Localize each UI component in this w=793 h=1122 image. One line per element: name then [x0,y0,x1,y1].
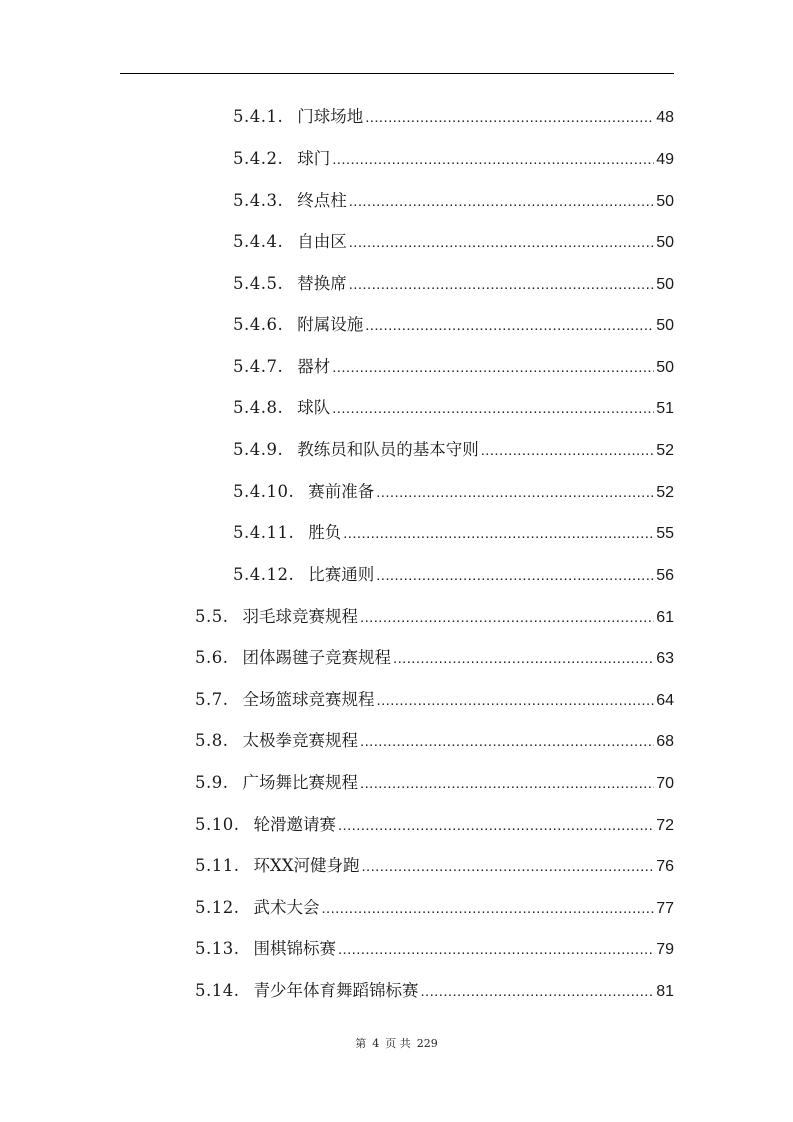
toc-dot-leader [332,355,654,381]
toc-entry-page: 51 [656,400,674,417]
toc-entry-5-4-7[interactable] [233,354,674,380]
toc-entry-page: 55 [656,525,674,542]
toc-entry-page: 63 [656,650,674,667]
toc-entry-title: 教练员和队员的基本守则 [297,440,479,459]
toc-dot-leader [338,813,654,839]
toc-entry-page: 64 [656,692,674,709]
toc-dot-leader [332,147,654,173]
toc-entry-page: 70 [656,775,674,792]
toc-entry-5-6[interactable] [195,645,674,671]
toc-dot-leader [343,521,654,547]
toc-entry-title: 武术大会 [253,898,320,917]
toc-entry-number: 5.5. [195,607,229,626]
toc-entry-title: 门球场地 [297,107,364,126]
toc-entry-5-13[interactable] [195,936,674,962]
toc-entry-title: 全场篮球竞赛规程 [242,690,375,709]
toc-entry-number: 5.4.1. [233,107,284,126]
toc-entry-page: 56 [656,567,674,584]
toc-entry-5-5[interactable] [195,604,674,630]
toc-entry-5-12[interactable] [195,895,674,921]
toc-entry-title: 器材 [297,357,331,376]
page-footer [0,1035,793,1051]
toc-dot-leader [365,313,654,339]
toc-entry-number: 5.4.8. [233,398,284,417]
toc-entry-page: 68 [656,733,674,750]
toc-entry-title: 终点柱 [297,191,347,210]
toc-entry-page: 77 [656,900,674,917]
toc-dot-leader [393,646,654,672]
toc-entry-title: 环XX河健身跑 [253,856,360,875]
toc-entry-number: 5.4.11. [233,523,295,542]
toc-entry-5-4-2[interactable] [233,146,674,172]
toc-dot-leader [376,480,654,506]
toc-dot-leader [481,438,654,464]
toc-dot-leader [321,896,654,922]
toc-entry-5-4-11[interactable] [233,520,674,546]
toc-dot-leader [332,396,654,422]
toc-entry-title: 球门 [297,149,331,168]
toc-entry-title: 围棋锦标赛 [253,939,336,958]
toc-entry-5-8[interactable] [195,728,674,754]
toc-dot-leader [349,272,654,298]
toc-entry-page: 50 [656,276,674,293]
toc-entry-page: 50 [656,359,674,376]
toc-entry-number: 5.4.2. [233,149,284,168]
toc-entry-page: 50 [656,317,674,334]
toc-entry-number: 5.4.7. [233,357,284,376]
toc-entry-title: 附属设施 [297,315,364,334]
toc-dot-leader [360,605,654,631]
toc-entry-title: 自由区 [297,232,347,251]
footer-middle: 页 共 [385,1037,411,1050]
footer-prefix: 第 [355,1037,367,1050]
toc-entry-page: 61 [656,609,674,626]
toc-entry-number: 5.4.5. [233,274,284,293]
header-rule [120,73,674,74]
toc-entry-page: 81 [656,983,674,1000]
toc-entry-title: 羽毛球竞赛规程 [242,607,358,626]
toc-entry-title: 赛前准备 [308,482,375,501]
toc-entry-page: 50 [656,193,674,210]
toc-entry-page: 48 [656,109,674,126]
toc-entry-title: 团体踢毽子竞赛规程 [242,648,391,667]
toc-entry-5-14[interactable] [195,978,674,1004]
toc-entry-5-11[interactable] [195,853,674,879]
toc-entry-page: 79 [656,941,674,958]
toc-dot-leader [377,688,655,714]
toc-entry-5-4-1[interactable] [233,104,674,130]
toc-entry-5-4-8[interactable] [233,395,674,421]
toc-entry-5-7[interactable] [195,687,674,713]
toc-entry-5-4-3[interactable] [233,188,674,214]
toc-dot-leader [349,189,654,215]
toc-entry-number: 5.7. [195,690,229,709]
toc-entry-5-4-9[interactable] [233,437,674,463]
toc-entry-page: 52 [656,484,674,501]
toc-entry-5-4-5[interactable] [233,271,674,297]
toc-dot-leader [349,230,654,256]
toc-entry-number: 5.8. [195,731,229,750]
toc-entry-5-4-4[interactable] [233,229,674,255]
toc-entry-title: 胜负 [308,523,342,542]
toc-dot-leader [361,854,654,880]
toc-entry-number: 5.4.12. [233,565,295,584]
toc-dot-leader [360,729,654,755]
toc-entry-number: 5.4.9. [233,440,284,459]
footer-current-page: 4 [372,1037,380,1050]
toc-entry-title: 太极拳竞赛规程 [242,731,358,750]
toc-entry-number: 5.14. [195,981,240,1000]
toc-entry-number: 5.4.6. [233,315,284,334]
footer-total-pages: 229 [416,1037,438,1050]
toc-entry-page: 50 [656,234,674,251]
toc-entry-5-4-6[interactable] [233,312,674,338]
toc-entry-5-4-12[interactable] [233,562,674,588]
toc-entry-page: 76 [656,858,674,875]
toc-entry-title: 比赛通则 [308,565,375,584]
toc-entry-page: 52 [656,442,674,459]
toc-entry-title: 广场舞比赛规程 [242,773,358,792]
toc-entry-number: 5.4.3. [233,191,284,210]
toc-entry-title: 替换席 [297,274,347,293]
toc-entry-number: 5.6. [195,648,229,667]
toc-entry-number: 5.10. [195,815,240,834]
toc-entry-number: 5.4.4. [233,232,284,251]
toc-dot-leader [360,771,654,797]
toc-entry-page: 49 [656,151,674,168]
toc-entry-title: 青少年体育舞蹈锦标赛 [253,981,419,1000]
toc-entry-number: 5.4.10. [233,482,295,501]
toc-dot-leader [376,563,654,589]
toc-entry-5-4-10[interactable] [233,479,674,505]
toc-entry-number: 5.13. [195,939,240,958]
toc-entry-page: 72 [656,817,674,834]
toc-entry-number: 5.12. [195,898,240,917]
toc-entry-title: 轮滑邀请赛 [253,815,336,834]
toc-entry-5-9[interactable] [195,770,674,796]
toc-entry-5-10[interactable] [195,812,674,838]
toc-dot-leader [420,979,654,1005]
toc-dot-leader [338,937,654,963]
toc-entry-number: 5.11. [195,856,240,875]
toc-dot-leader [365,105,654,131]
toc-entry-number: 5.9. [195,773,229,792]
toc-entry-title: 球队 [297,398,331,417]
